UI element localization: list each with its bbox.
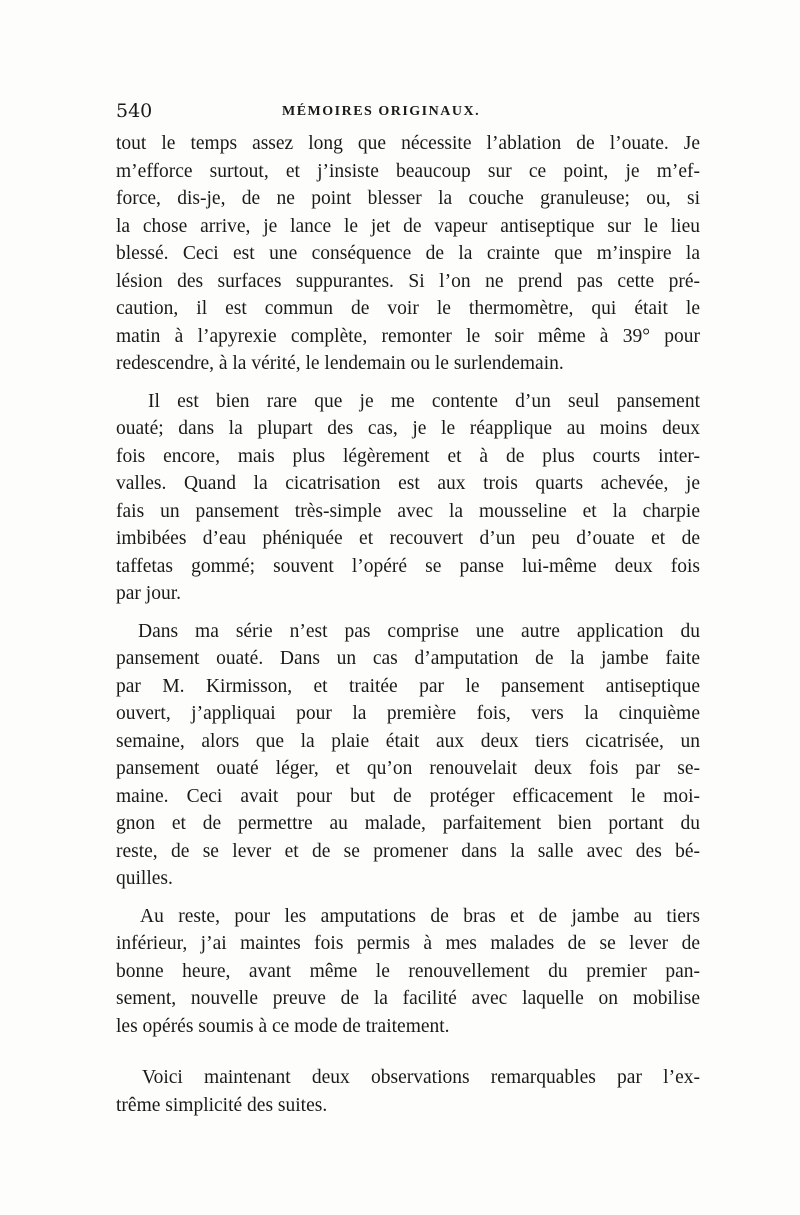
body-text (116, 130, 700, 1119)
text-line: par M. Kirmisson, et traitée par le pansement antiseptique (116, 675, 700, 697)
text-line: maine. Ceci avait pour but de protéger efficacement le moi- (116, 785, 700, 807)
paragraph (116, 130, 700, 378)
text-line: gnon et de permettre au malade, parfaitement bien portant du (116, 813, 700, 834)
paragraph (116, 388, 700, 608)
paragraph (116, 1064, 700, 1119)
text-line: trême simplicité des suites. (116, 1094, 328, 1116)
text-line: sement, nouvelle preuve de la facilité avec laquelle on mobilise (116, 988, 700, 1009)
text-line: lésion des surfaces suppurantes. Si l’on ne prend pas cette pré- (116, 270, 700, 292)
page-number: 540 (116, 100, 153, 122)
text-line: fois encore, mais plus légèrement et à de plus courts inter- (116, 445, 700, 467)
text-line: imbibées d’eau phéniquée et recouvert d’un peu d’ouate et de (116, 528, 700, 549)
text-line: semaine, alors que la plaie était aux deux tiers cicatrisée, un (116, 730, 700, 752)
text-line: taffetas gommé; souvent l’opéré se panse lui-même deux fois (116, 555, 700, 577)
text-line: Il est bien rare que je me contente d’un seul pansement (148, 390, 700, 412)
text-line: ouvert, j’appliquai pour la première fois, vers la cinquième (116, 703, 700, 724)
text-line: m’efforce surtout, et j’insiste beaucoup sur ce point, je m’ef- (116, 160, 700, 182)
text-line: Voici maintenant deux observations remarquables par l’ex- (142, 1067, 700, 1088)
text-line: bonne heure, avant même le renouvellement du premier pan- (116, 960, 700, 982)
text-line: les opérés soumis à ce mode de traitement. (116, 1015, 450, 1037)
text-line: la chose arrive, je lance le jet de vapeur antiseptique sur le lieu (116, 215, 700, 237)
text-line: pansement ouaté. Dans un cas d’amputation de la jambe faite (116, 648, 700, 669)
page-header (116, 100, 696, 128)
text-line: force, dis-je, de ne point blesser la couche granuleuse; ou, si (116, 188, 700, 209)
text-line: tout le temps assez long que nécessite l’ablation de l’ouate. Je (116, 133, 700, 154)
running-head: MÉMOIRES ORIGINAUX. (282, 104, 481, 119)
text-line: ouaté; dans la plupart des cas, je le réapplique au moins deux (116, 418, 700, 439)
text-line: inférieur, j’ai maintes fois permis à mes malades de se lever de (116, 933, 700, 954)
text-line: Au reste, pour les amputations de bras et de jambe au tiers (140, 905, 700, 927)
text-line: caution, il est commun de voir le thermomètre, qui était le (116, 298, 700, 319)
text-line: valles. Quand la cicatrisation est aux trois quarts achevée, je (116, 473, 700, 494)
text-line: par jour. (116, 583, 181, 604)
paragraph (116, 903, 700, 1041)
text-line: matin à l’apyrexie complète, remonter le soir même à 39° pour (116, 325, 700, 347)
paragraph (116, 618, 700, 893)
text-line: fais un pansement très-simple avec la mousseline et la charpie (116, 500, 700, 522)
text-line: quilles. (116, 868, 173, 889)
text-line: blessé. Ceci est une conséquence de la crainte que m’inspire la (116, 243, 700, 264)
text-line: redescendre, à la vérité, le lendemain ou le surlendemain. (116, 353, 564, 374)
text-line: pansement ouaté léger, et qu’on renouvelait deux fois par se- (116, 758, 700, 779)
text-line: Dans ma série n’est pas comprise une autre application du (138, 620, 700, 642)
text-line: reste, de se lever et de se promener dans la salle avec des bé- (116, 840, 700, 862)
